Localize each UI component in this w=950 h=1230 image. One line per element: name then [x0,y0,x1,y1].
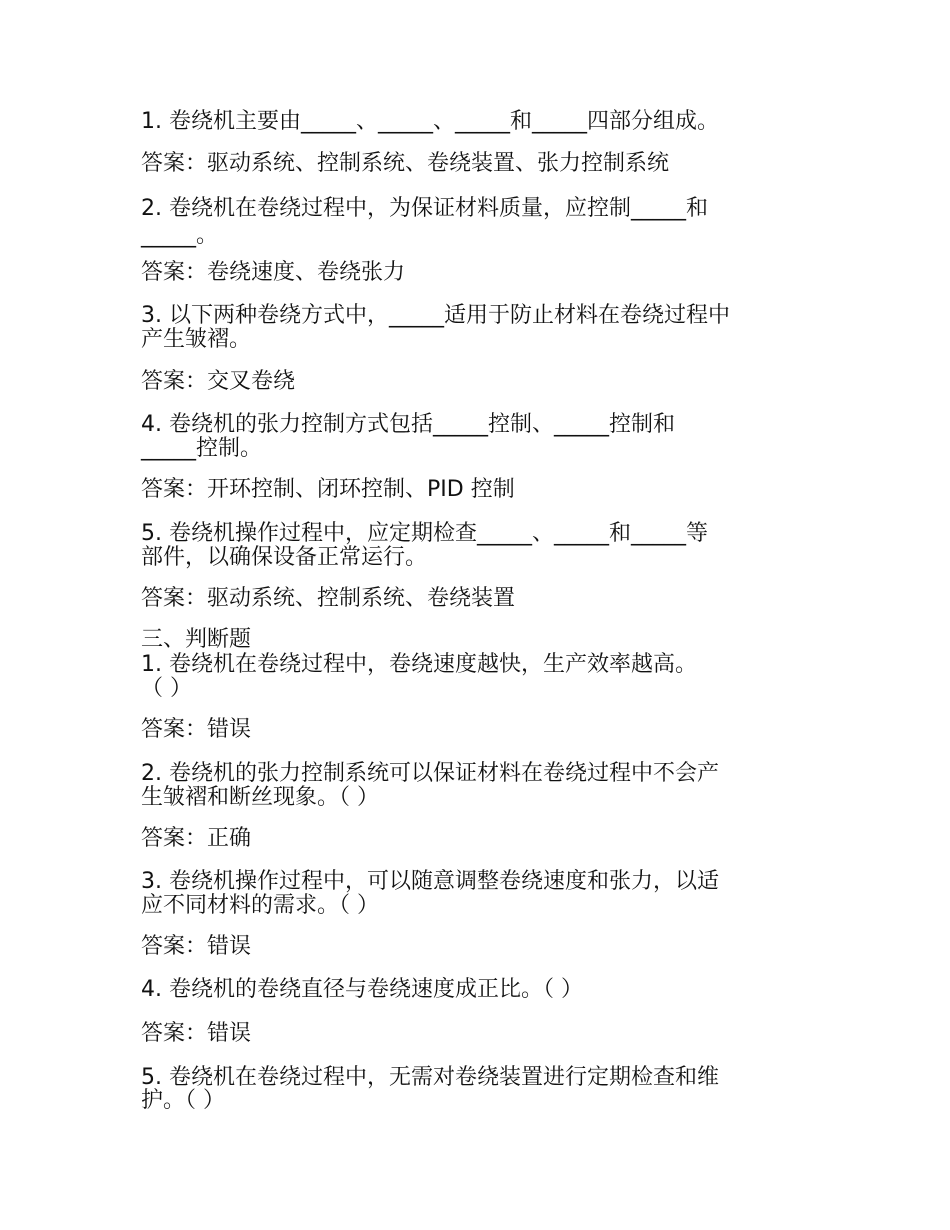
fill-question-3-line-2: 产生皱褶。 [141,327,252,352]
fill-question-3-line-1: 3. 以下两种卷绕方式中，_____适用于防止材料在卷绕过程中 [141,303,730,328]
tf-question-5-line-1: 5. 卷绕机在卷绕过程中，无需对卷绕装置进行定期检查和维 [141,1065,719,1090]
tf-answer-4: 答案：错误 [141,1021,252,1046]
tf-question-3-line-1: 3. 卷绕机操作过程中，可以随意调整卷绕速度和张力，以适 [141,869,719,894]
tf-answer-3: 答案：错误 [141,934,252,959]
tf-question-5-line-2: 护。（ ） [141,1088,225,1113]
tf-question-2-line-2: 生皱褶和断丝现象。（ ） [141,785,379,810]
tf-question-4: 4. 卷绕机的卷绕直径与卷绕速度成正比。（ ） [141,977,583,1002]
fill-question-5-line-1: 5. 卷绕机操作过程中，应定期检查_____、_____和_____等 [141,521,708,546]
section-heading-true-false: 三、判断题 [141,627,252,652]
tf-question-1-line-2: （ ） [141,676,192,701]
tf-answer-2: 答案：正确 [141,826,252,851]
fill-answer-5: 答案：驱动系统、控制系统、卷绕装置 [141,586,516,611]
fill-answer-3: 答案：交叉卷绕 [141,369,296,394]
tf-question-3-line-2: 应不同材料的需求。（ ） [141,893,379,918]
fill-question-4-line-2: _____控制。 [141,436,263,461]
fill-answer-2: 答案：卷绕速度、卷绕张力 [141,260,406,285]
tf-answer-1: 答案：错误 [141,717,252,742]
tf-question-1-line-1: 1. 卷绕机在卷绕过程中，卷绕速度越快，生产效率越高。 [141,652,697,677]
fill-question-2-line-2: _____。 [141,223,219,248]
fill-question-4-line-1: 4. 卷绕机的张力控制方式包括_____控制、_____控制和 [141,412,675,437]
fill-question-2-line-1: 2. 卷绕机在卷绕过程中，为保证材料质量，应控制_____和 [141,196,708,221]
tf-question-2-line-1: 2. 卷绕机的张力控制系统可以保证材料在卷绕过程中不会产 [141,761,719,786]
fill-question-5-line-2: 部件，以确保设备正常运行。 [141,545,428,570]
fill-answer-1: 答案：驱动系统、控制系统、卷绕装置、张力控制系统 [141,151,670,176]
fill-answer-4: 答案：开环控制、闭环控制、PID 控制 [141,477,515,502]
fill-question-1: 1. 卷绕机主要由_____、_____、_____和_____四部分组成。 [141,109,719,134]
